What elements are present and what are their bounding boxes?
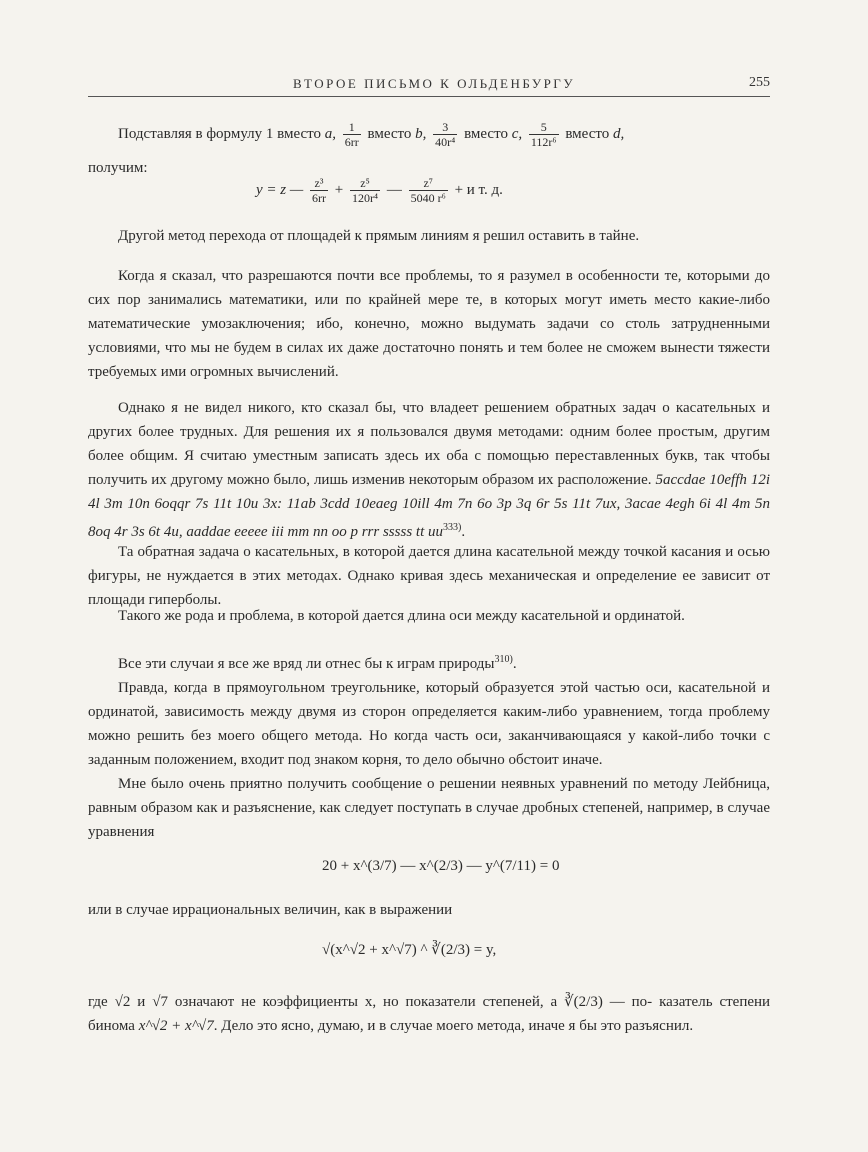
middle-text: означают не коэффициенты x, но показатели степеней, а [174,994,558,1010]
page-number: 255 [749,75,770,90]
line-2a: казатель степени бинома [88,994,771,1034]
cube-root: ∛(2/3) [564,994,603,1010]
where-text: где [88,994,108,1010]
var-a: a, [324,125,337,142]
paragraph-5: Такого же рода и проблема, в которой дается длина оси между касательной и ординатой. [118,608,685,624]
running-head: ВТОРОЕ ПИСЬМО К ОЛЬДЕНБУРГУ [292,76,576,91]
footnote-310: 310) [494,654,513,665]
paragraph-3-text: Однако я не видел никого, кто сказал бы, что владеет решением обратных задач о касательных и других более трудных. Для решения их я пользовался двумя методами: одним более простым, другим более общим. Я считаю уместным записать здесь их оба с помощью переставленных букв, так чтобы получить их другому можно было, лишь изменив некоторым образом их расположение. [88,400,770,488]
obtain-label: получим: [88,160,148,176]
var-c: c, [511,125,523,142]
fraction-1 [343,120,361,149]
fraction-1-den: 6rr [344,135,359,149]
fraction-1-num: 1 [348,120,355,134]
var-d: d, [612,125,625,142]
series-formula [256,176,503,205]
equation-fractional: 20 + x^(3/7) — x^(2/3) — y^(7/11) = 0 [322,858,560,874]
fraction-3-num: 5 [540,120,547,134]
paragraph-6: Все эти случаи я все же вряд ли отнес бы к играм природы$^{310)}$. [118,654,517,672]
instead-b: вместо [367,125,412,142]
instead-c: вместо [464,125,508,142]
fraction-2-den: 40r⁴ [435,135,456,149]
substitution-line [118,120,624,149]
etc-text: и т. д. [466,181,503,198]
paragraph-2: Когда я сказал, что разрешаются почти все проблемы, то я разумел в особенности те, которыми до сих пор занимались математики, или по крайней мере те, в которых могут иметь место какие-либо математические умозаключения; ибо, конечно, можно выдумать задачи со столь затрудненными условиями, что мы не будем в силах их даже достаточно понять и тем более не сможем вынести тяжести требуемых ими огромных вычислений. [88,268,770,380]
var-b: b, [415,125,427,142]
series-term-3-num: z⁷ [423,176,433,190]
footnote-333: 333) [443,522,462,533]
paragraph-7: Правда, когда в прямоугольном треугольнике, который образуется этой частью оси, касательной и ординатой, зависимость между двумя из сторон определяется каким-либо уравнением, тогда проблему можно решить без моего общего метода. Но когда часть оси, заканчивающаяся у какой-либо точки с заданным положением, входит под знаком корня, то дело обычно обстоит иначе. [88,680,770,768]
plus-sign-2: + [454,181,464,198]
paragraph-4: Та обратная задача о касательных, в которой дается длина касательной между точкой касания и осью фигуры, не нуждается в этих методах. Однако кривая здесь механическая и определение ее зависит от площади гиперболы. [88,544,770,608]
series-term-1-den: 6rr [311,191,326,205]
header-rule [88,96,770,97]
series-term-2-num: z⁵ [360,176,370,190]
substitution-lead: Подставляя в формулу 1 вместо [118,125,322,142]
series-lhs: y = z — [256,181,304,198]
line-2b: . Дело это ясно, думаю, и в случае моего метода, иначе я бы это разъяснил. [213,1018,694,1034]
series-term-2-den: 120r⁴ [351,191,379,205]
series-term-1-num: z³ [314,176,324,190]
fraction-2 [433,120,457,149]
paragraph-10 [88,990,770,1038]
instead-d: вместо [565,125,610,142]
minus-sign: — [386,181,402,198]
series-term-3 [409,176,448,205]
series-term-3-den: 5040 r⁶ [410,191,446,205]
anagram: 5accdae 10effh 12i 4l 3m 10n 6oqqr 7s 11t 10u 3x: 11ab 3cdd 10eaeg 10ill 4m 7n 6o 3p 3q 6r 5s 11t 7ux, 3acae 4egh 6i 4l 4m 5n 8oq 4r 3s 6t 4u, aaddae eeeee iii mm nn oo p rrr sssss tt uu [88,472,770,540]
fraction-3 [529,120,559,149]
series-term-2 [350,176,380,205]
fraction-2-num: 3 [442,120,449,134]
series-term-1 [310,176,328,205]
paragraph-8: Мне было очень приятно получить сообщение о решении неявных уравнений по методу Лейбница, равным образом как и разъяснение, как следует поступать в случае дробных степеней, например, в случае уравнения [88,776,770,840]
paragraph-9: или в случае иррациональных величин, как в выражении [88,902,453,918]
paragraph-1: Другой метод перехода от площадей к прямым линиям я решил оставить в тайне. [118,228,640,244]
root-2: √2 [114,994,131,1010]
paragraph-3: Однако я не видел никого, кто сказал бы, что владеет решением обратных задач о касательных и других более трудных. Для решения их я пользовался двумя методами: одним более простым, другим более общим. Я считаю уместным записать здесь их оба с помощью переставленных букв, так чтобы получить их другому можно было, лишь изменив некоторым образом их расположение. 5accdae 10effh 12i 4l 3m 10n 6oqqr 7s 11t 10u 3x: 11ab 3cdd 10eaeg 10ill 4m 7n 6o 3p 3q 6r 5s 11t 7ux, 3acae 4egh 6i 4l 4m 5n 8oq 4r 3s 6t 4u, aaddae eeeee iii mm nn oo p rrr sssss tt $uu^{333)}$. [88,400,770,540]
equation-irrational: √(x^√2 + x^√7) ^ ∛(2/3) = y, [322,942,497,958]
and-text: и [137,994,146,1010]
paragraph-6-text: Все эти случаи я все же вряд ли отнес бы к играм природы [118,656,495,672]
fraction-3-den: 112r⁶ [530,135,557,149]
tail-text: — по- [609,994,653,1010]
root-7: √7 [152,994,168,1010]
plus-sign-1: + [334,181,344,198]
binomial: x^√2 + x^√7 [138,1018,214,1034]
